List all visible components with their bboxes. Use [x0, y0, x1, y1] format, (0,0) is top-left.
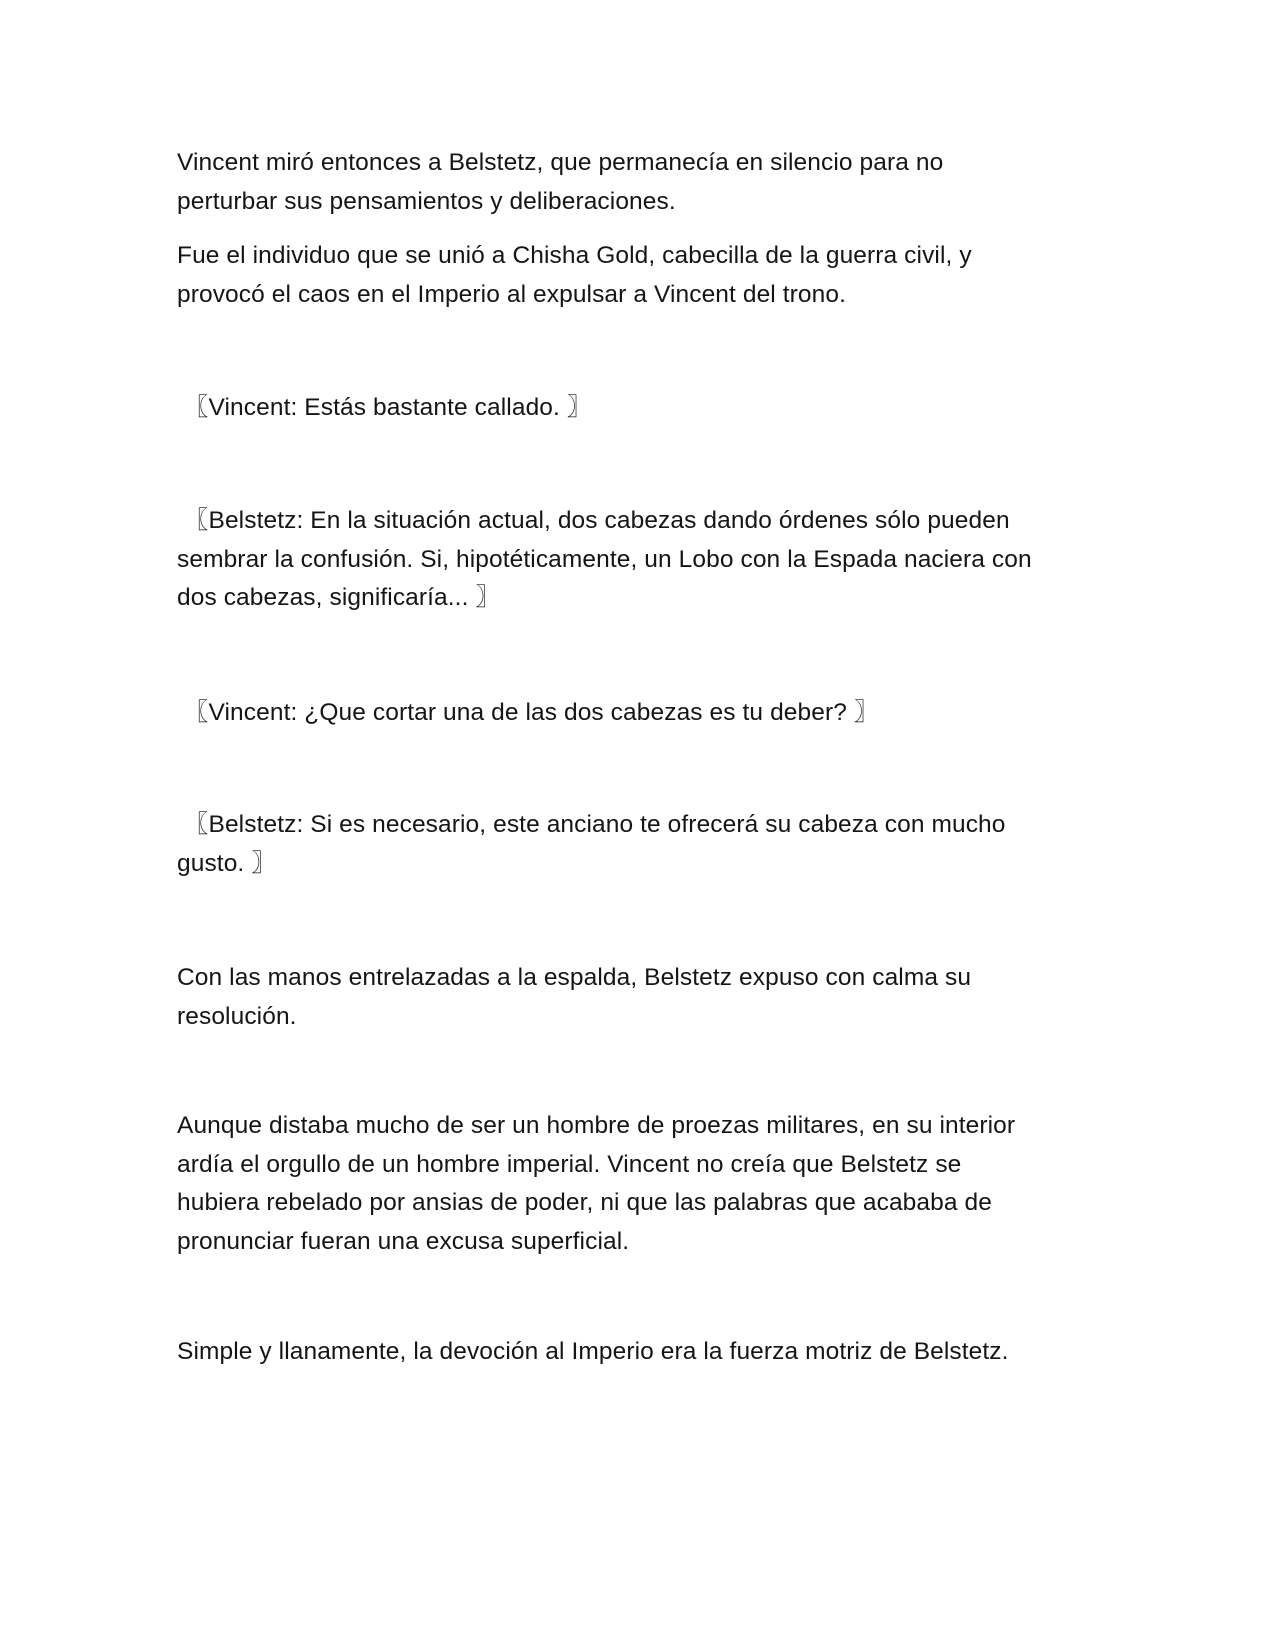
text-line: dos cabezas, significaría... 〗 — [177, 584, 501, 611]
text-line: ardía el orgullo de un hombre imperial. Vincent no creía que Belstetz se — [177, 1150, 962, 1178]
text-line: Con las manos entrelazadas a la espalda, Belstetz expuso con calma su — [177, 964, 972, 991]
text-line: gusto. 〗 — [177, 849, 276, 877]
paragraph-narration — [177, 959, 1097, 1036]
text-line: sembrar la confusión. Si, hipotéticamente, un Lobo con la Espada naciera con — [177, 545, 1032, 573]
text-line: 〖Belstetz: Si es necesario, este anciano te ofrecerá su cabeza con mucho — [177, 811, 1006, 838]
text-line: Vincent miró entonces a Belstetz, que permanecía en silencio para no — [177, 149, 944, 176]
text-line: 〖Vincent: ¿Que cortar una de las dos cabezas es tu deber? 〗 — [177, 699, 879, 726]
paragraph-narration — [177, 1107, 1097, 1261]
text-line: 〖Belstetz: En la situación actual, dos cabezas dando órdenes sólo pueden — [177, 507, 1010, 534]
text-line: Fue el individuo que se unió a Chisha Gold, cabecilla de la guerra civil, y — [177, 242, 972, 269]
text-line: perturbar sus pensamientos y deliberaciones. — [177, 187, 676, 215]
paragraph-dialogue — [177, 502, 1097, 618]
paragraph-dialogue — [177, 806, 1097, 883]
paragraph-narration — [177, 237, 1097, 314]
text-line: 〖Vincent: Estás bastante callado. 〗 — [177, 394, 592, 421]
text-line: Aunque distaba mucho de ser un hombre de proezas militares, en su interior — [177, 1112, 1016, 1139]
paragraph-narration — [177, 1333, 1097, 1372]
text-line: provocó el caos en el Imperio al expulsar a Vincent del trono. — [177, 280, 846, 308]
paragraph-dialogue — [177, 389, 1097, 428]
paragraph-dialogue — [177, 694, 1097, 733]
text-line: resolución. — [177, 1002, 297, 1030]
text-line: pronunciar fueran una excusa superficial. — [177, 1227, 630, 1255]
text-line: hubiera rebelado por ansias de poder, ni que las palabras que acababa de — [177, 1189, 992, 1216]
paragraph-narration — [177, 144, 1097, 221]
text-line: Simple y llanamente, la devoción al Imperio era la fuerza motriz de Belstetz. — [177, 1338, 1009, 1365]
